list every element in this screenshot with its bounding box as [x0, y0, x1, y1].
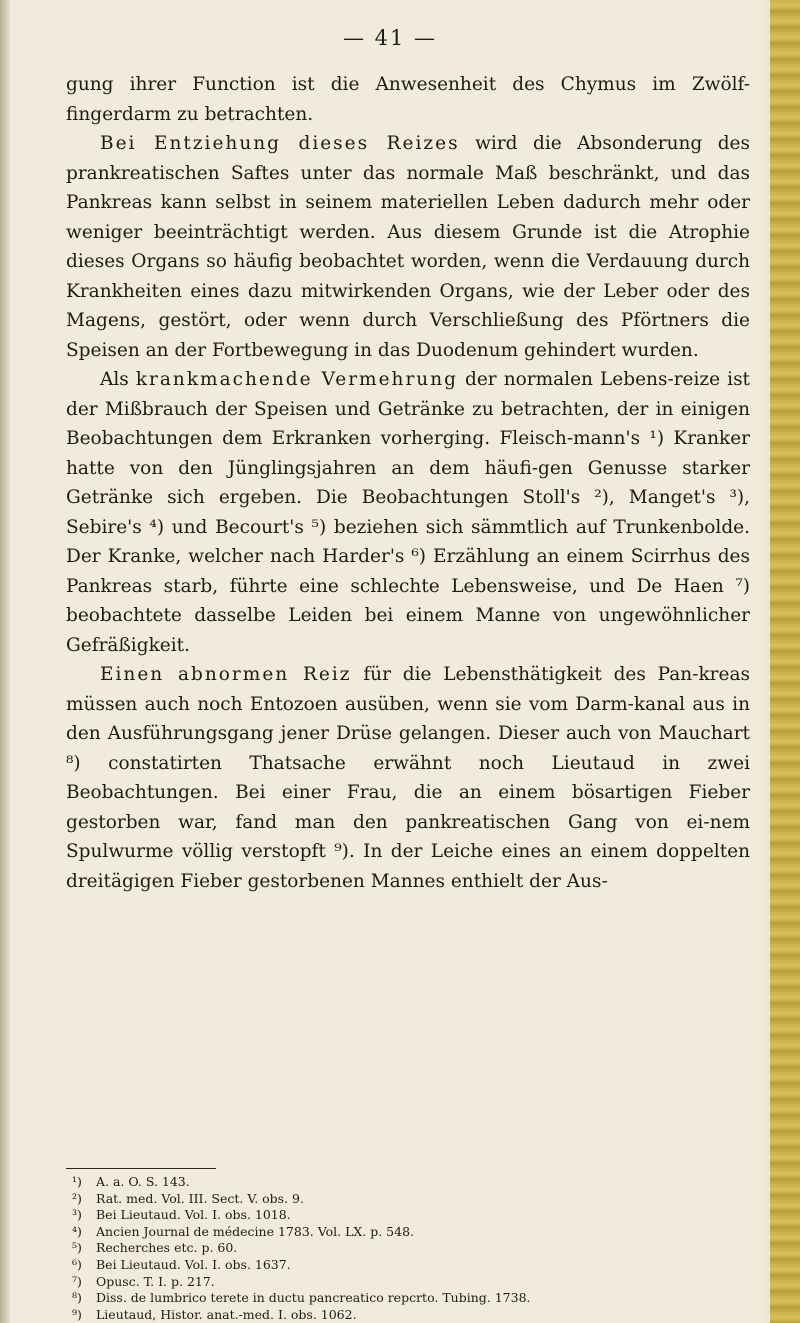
emphasized-term: Einen abnormen Reiz — [100, 664, 352, 685]
footnote — [72, 1290, 752, 1307]
footnote-mark: ¹) — [72, 1174, 82, 1189]
footnote-text: Recherches etc. p. 60. — [96, 1240, 238, 1256]
footnote-text: Opusc. T. I. p. 217. — [96, 1273, 215, 1289]
footnote-mark: ⁵) — [72, 1240, 82, 1256]
emphasized-term: krankmachende Vermehrung — [135, 369, 458, 390]
footnote-mark: ²) — [72, 1190, 82, 1206]
footnote — [72, 1224, 752, 1241]
paragraph: gung ihrer Function ist die Anwesenheit des Chymus im Zwölf-fingerdarm zu betrachten. — [66, 74, 750, 125]
footnote — [72, 1307, 752, 1323]
paragraph: Bei Entziehung dieses Reizes wird die Absonderung des prankreatischen Saftes unter das normale Maß beschränkt, und das Pankreas kann selbst in seinem materiellen Leben dadurch mehr oder weniger beeinträchtigt werden. Aus diesem Grunde ist die Atrophie dieses Organs so häufig beobachtet worden, wenn die Verdauung durch Krankheiten eines dazu mitwirkenden Organs, wie der Leber oder des Magens, gestört, oder wenn durch Verschließung des Pförtners die Speisen an der Fortbewegung in das Duodenum gehindert wurden. — [66, 133, 751, 361]
footnote — [72, 1274, 752, 1291]
marbled-edge — [764, 0, 800, 1323]
page-binding-edge — [0, 0, 10, 1323]
footnote-mark: ⁶) — [72, 1256, 82, 1272]
body-text — [66, 70, 750, 896]
footnotes — [72, 1174, 752, 1323]
footnote — [72, 1207, 752, 1224]
footnote-mark: ⁷) — [72, 1273, 82, 1289]
page-number: — 41 — — [342, 26, 438, 50]
footnote-mark: ⁹) — [72, 1306, 82, 1322]
footnote-mark: ³) — [72, 1207, 82, 1223]
footnote-text: A. a. O. S. 143. — [96, 1174, 190, 1189]
paragraph: Als krankmachende Vermehrung der normalen Lebens-reize ist der Mißbrauch der Speisen und Getränke zu betrachten, der in einigen Beobachtungen dem Erkranken vorherging. Fleisch-mann's ¹) Kranker hatte von den Jünglingsjahren an dem häufi-gen Genusse starker Getränke sich ergeben. Die Beobachtungen Stoll's ²), Manget's ³), Sebire's ⁴) und Becourt's ⁵) beziehen sich sämmtlich auf Trunkenbolde. Der Kranke, welcher nach Harder's ⁶) Erzählung an einem Scirrhus des Pankreas starb, führte eine schlechte Lebensweise, und De Haen ⁷) beobachtete dasselbe Leiden bei einem Manne von ungewöhnlicher Gefräßigkeit. — [66, 369, 750, 656]
footnote-text: Lieutaud, Histor. anat.-med. I. obs. 1062. — [96, 1306, 357, 1322]
footnote — [72, 1257, 752, 1274]
footnote-mark: ⁴) — [72, 1223, 82, 1239]
footnote-text: Bei Lieutaud. Vol. I. obs. 1018. — [96, 1207, 291, 1223]
footnote — [72, 1240, 752, 1257]
emphasized-term: Bei Entziehung dieses Reizes — [100, 133, 460, 154]
footnote — [72, 1191, 752, 1208]
footnote — [72, 1174, 752, 1191]
footnote-text: Bei Lieutaud. Vol. I. obs. 1637. — [96, 1256, 291, 1272]
footnote-mark: ⁸) — [72, 1290, 82, 1306]
footnote-rule — [66, 1168, 216, 1169]
paragraph: Einen abnormen Reiz für die Lebensthätigkeit des Pan-kreas müssen auch noch Entozoen ausüben, wenn sie vom Darm-kanal aus in den Ausführungsgang jener Drüse gelangen. Dieser auch von Mauchart ⁸) constatirten Thatsache erwähnt noch Lieutaud in zwei Beobachtungen. Bei einer Frau, die an einem bösartigen Fieber gestorben war, fand man den pankreatischen Gang von ei-nem Spulwurme völlig verstopft ⁹). In der Leiche eines an einem doppelten dreitägigen Fieber gestorbenen Mannes enthielt der Aus- — [66, 664, 750, 892]
footnote-text: Ancien Journal de médecine 1783. Vol. LX. p. 548. — [96, 1223, 415, 1239]
footnote-text: Rat. med. Vol. III. Sect. V. obs. 9. — [96, 1190, 304, 1206]
footnote-text: Diss. de lumbrico terete in ductu pancreatico repcrto. Tubing. 1738. — [96, 1290, 531, 1306]
